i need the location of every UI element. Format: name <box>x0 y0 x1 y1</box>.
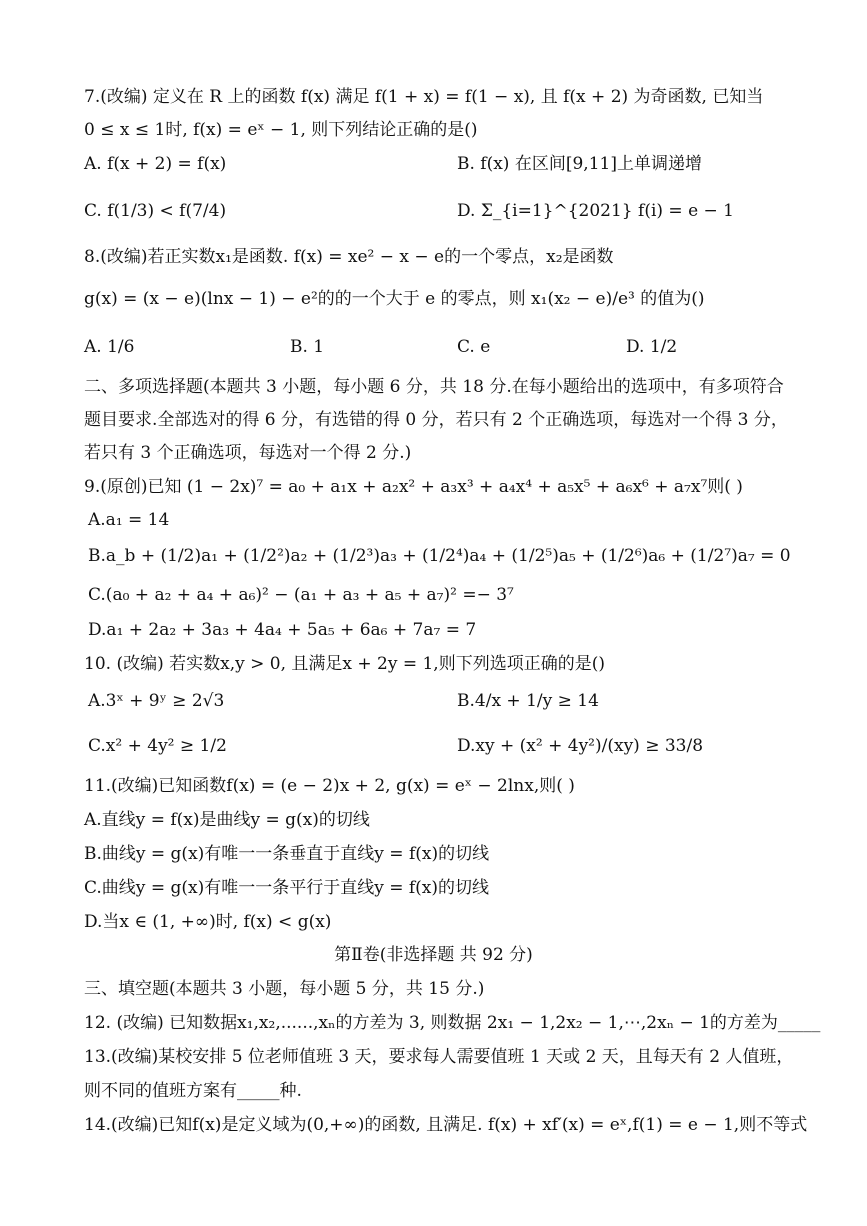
q14-stem: 14.(改编)已知f(x)是定义域为(0,+∞)的函数, 且满足. f(x) + xf′(x) = eˣ,f(1) = e − 1,则不等式 <box>84 1115 808 1135</box>
q9-option-a: A.a₁ = 14 <box>88 510 170 530</box>
q9-option-d: D.a₁ + 2a₂ + 3a₃ + 4a₄ + 5a₅ + 6a₆ + 7a₇ = 7 <box>88 620 477 640</box>
q10-option-b: B.4/x + 1/y ≥ 14 <box>457 691 599 711</box>
q8-option-d: D. 1/2 <box>626 337 678 357</box>
q7-option-a: A. f(x + 2) = f(x) <box>84 154 227 174</box>
q10-option-a: A.3ˣ + 9ʸ ≥ 2√3 <box>88 691 225 711</box>
q7-line1: 7.(改编) 定义在 R 上的函数 f(x) 满足 f(1 + x) = f(1 − x), 且 f(x + 2) 为奇函数, 已知当 <box>84 87 764 107</box>
q9-stem: 9.(原创)已知 (1 − 2x)⁷ = a₀ + a₁x + a₂x² + a₃x³ + a₄x⁴ + a₅x⁵ + a₆x⁶ + a₇x⁷则( ) <box>84 477 743 497</box>
section2-line2: 题目要求.全部选对的得 6 分，有选错的得 0 分，若只有 2 个正确选项，每选对一个得 3 分， <box>84 410 788 430</box>
q11-option-d: D.当x ∈ (1, +∞)时, f(x) < g(x) <box>84 912 332 932</box>
section2-line3: 若只有 3 个正确选项，每选对一个得 2 分.) <box>84 443 412 463</box>
q11-stem: 11.(改编)已知函数f(x) = (e − 2)x + 2, g(x) = eˣ − 2lnx,则( ) <box>84 776 575 796</box>
q11-option-c: C.曲线y = g(x)有唯一一条平行于直线y = f(x)的切线 <box>84 878 489 898</box>
q12-stem: 12. (改编) 已知数据x₁,x₂,......,xₙ的方差为 3, 则数据 2x₁ − 1,2x₂ − 1,⋯,2xₙ − 1的方差为_____ <box>84 1013 821 1033</box>
q13-line2: 则不同的值班方案有_____种. <box>84 1081 302 1101</box>
q9-option-c: C.(a₀ + a₂ + a₄ + a₆)² − (a₁ + a₃ + a₅ + a₇)² =− 3⁷ <box>88 585 514 605</box>
q10-option-d: D.xy + (x² + 4y²)/(xy) ≥ 33/8 <box>457 736 704 756</box>
part2-title: 第Ⅱ卷(非选择题 共 92 分) <box>334 945 533 965</box>
q7-option-b: B. f(x) 在区间[9,11]上单调递增 <box>457 154 702 174</box>
q8-option-c: C. e <box>457 337 491 357</box>
q9-option-b: B.a_b + (1/2)a₁ + (1/2²)a₂ + (1/2³)a₃ + (1/2⁴)a₄ + (1/2⁵)a₅ + (1/2⁶)a₆ + (1/2⁷)a₇ = 0 <box>88 546 791 566</box>
q11-option-a: A.直线y = f(x)是曲线y = g(x)的切线 <box>84 810 370 830</box>
section3-heading: 三、填空题(本题共 3 小题，每小题 5 分，共 15 分.) <box>84 979 485 999</box>
q8-line2: g(x) = (x − e)(lnx − 1) − e²的的一个大于 e 的零点，则 x₁(x₂ − e)/e³ 的值为() <box>84 289 705 309</box>
q13-line1: 13.(改编)某校安排 5 位老师值班 3 天，要求每人需要值班 1 天或 2 天，且每天有 2 人值班， <box>84 1047 794 1067</box>
q7-option-c: C. f(1/3) < f(7/4) <box>84 201 227 221</box>
q11-option-b: B.曲线y = g(x)有唯一一条垂直于直线y = f(x)的切线 <box>84 844 490 864</box>
q7-option-d: D. Σ_{i=1}^{2021} f(i) = e − 1 <box>457 201 734 221</box>
q8-line1: 8.(改编)若正实数x₁是函数. f(x) = xe² − x − e的一个零点，x₂是函数 <box>84 247 614 267</box>
q10-option-c: C.x² + 4y² ≥ 1/2 <box>88 736 227 756</box>
q8-option-a: A. 1/6 <box>84 337 135 357</box>
q10-stem: 10. (改编) 若实数x,y > 0, 且满足x + 2y = 1,则下列选项正确的是() <box>84 654 605 674</box>
q7-line2: 0 ≤ x ≤ 1时, f(x) = eˣ − 1, 则下列结论正确的是() <box>84 120 478 140</box>
section2-line1: 二、多项选择题(本题共 3 小题，每小题 6 分，共 18 分.在每小题给出的选项中，有多项符合 <box>84 377 784 397</box>
q8-option-b: B. 1 <box>290 337 325 357</box>
